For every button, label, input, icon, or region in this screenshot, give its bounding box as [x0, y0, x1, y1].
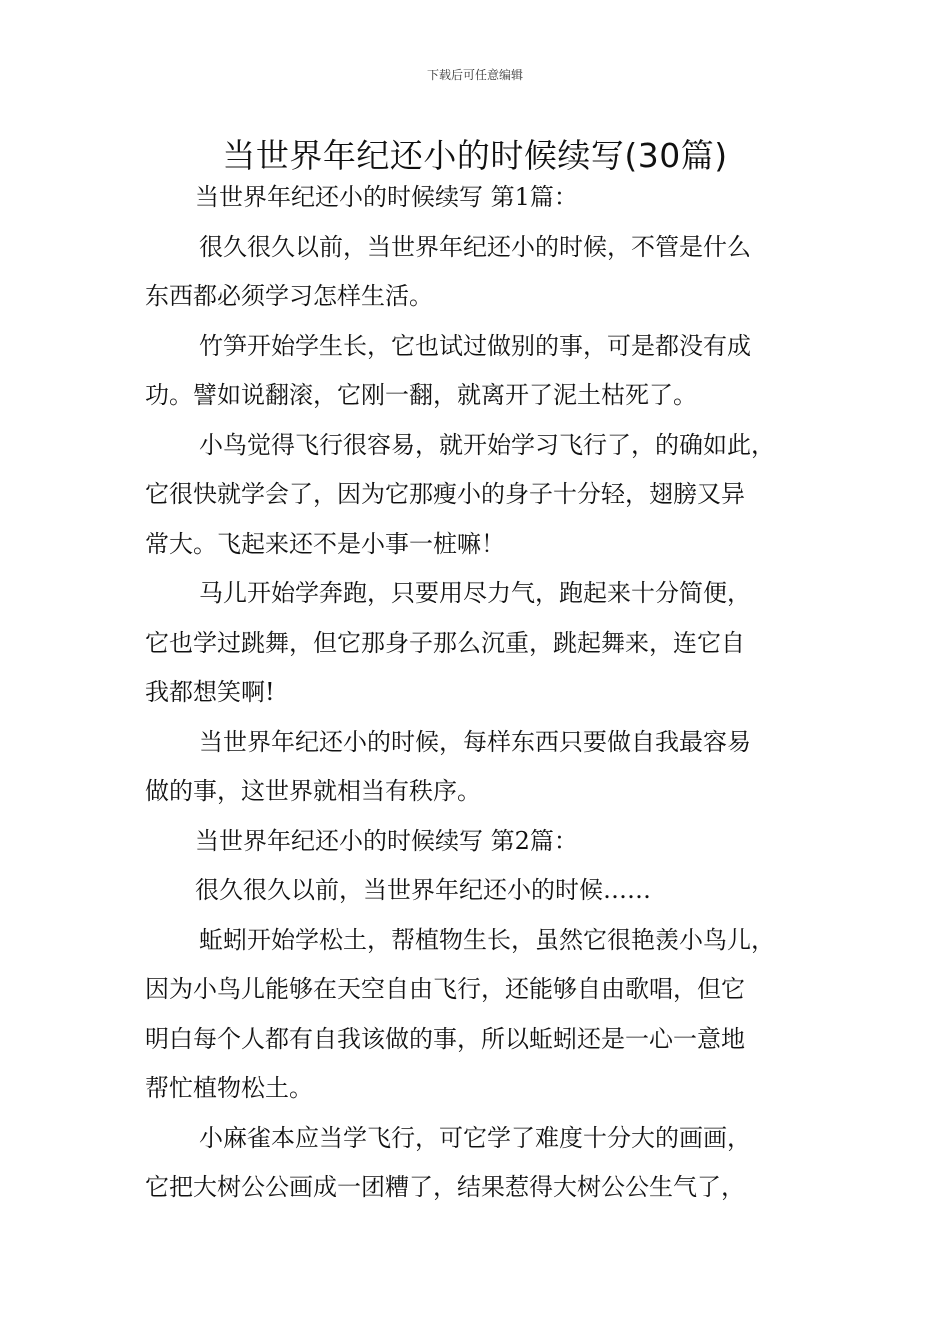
paragraph-line: 当世界年纪还小的时候，每样东西只要做自我最容易: [199, 727, 751, 756]
paragraph-line: 因为小鸟儿能够在天空自由飞行，还能够自由歌唱，但它: [145, 975, 745, 1003]
paragraph-line: 功。譬如说翻滚，它刚一翻，就离开了泥土枯死了。: [145, 381, 697, 409]
document-title: 当世界年纪还小的时候续写(30篇): [222, 136, 728, 175]
paragraph-line: 它也学过跳舞，但它那身子那么沉重，跳起舞来，连它自: [145, 628, 745, 657]
section-heading-line: 当世界年纪还小的时候续写 第2篇：: [195, 826, 578, 855]
paragraph-line: 蚯蚓开始学松土，帮植物生长，虽然它很艳羡小鸟儿，: [199, 925, 775, 954]
paragraph-line: 马儿开始学奔跑，只要用尽力气，跑起来十分简便，: [199, 579, 751, 607]
paragraph-line: 很久很久以前，当世界年纪还小的时候，不管是什么: [199, 232, 751, 261]
document-body: [145, 173, 835, 1213]
section-heading-line: 当世界年纪还小的时候续写 第1篇：: [195, 183, 578, 211]
paragraph-line: 竹笋开始学生长，它也试过做别的事，可是都没有成: [199, 331, 751, 360]
paragraph-line: 它把大树公公画成一团糟了，结果惹得大树公公生气了，: [145, 1173, 745, 1201]
paragraph-line: 小麻雀本应当学飞行，可它学了难度十分大的画画，: [199, 1123, 751, 1152]
section-heading-line: 很久很久以前，当世界年纪还小的时候……: [195, 876, 651, 904]
paragraph-line: 明白每个人都有自我该做的事，所以蚯蚓还是一心一意地: [145, 1024, 745, 1053]
paragraph-line: 我都想笑啊!: [145, 678, 275, 706]
paragraph-line: 东西都必须学习怎样生活。: [145, 282, 433, 310]
paragraph-line: 小鸟觉得飞行很容易，就开始学习飞行了，的确如此，: [199, 430, 775, 459]
paragraph-line: 帮忙植物松土。: [145, 1074, 313, 1102]
paragraph-line: 常大。飞起来还不是小事一桩嘛！: [145, 529, 505, 558]
paragraph-line: 它很快就学会了，因为它那瘦小的身子十分轻，翅膀又异: [145, 480, 745, 508]
paragraph-line: 做的事，这世界就相当有秩序。: [145, 777, 481, 805]
header-note: 下载后可任意编辑: [426, 68, 523, 82]
